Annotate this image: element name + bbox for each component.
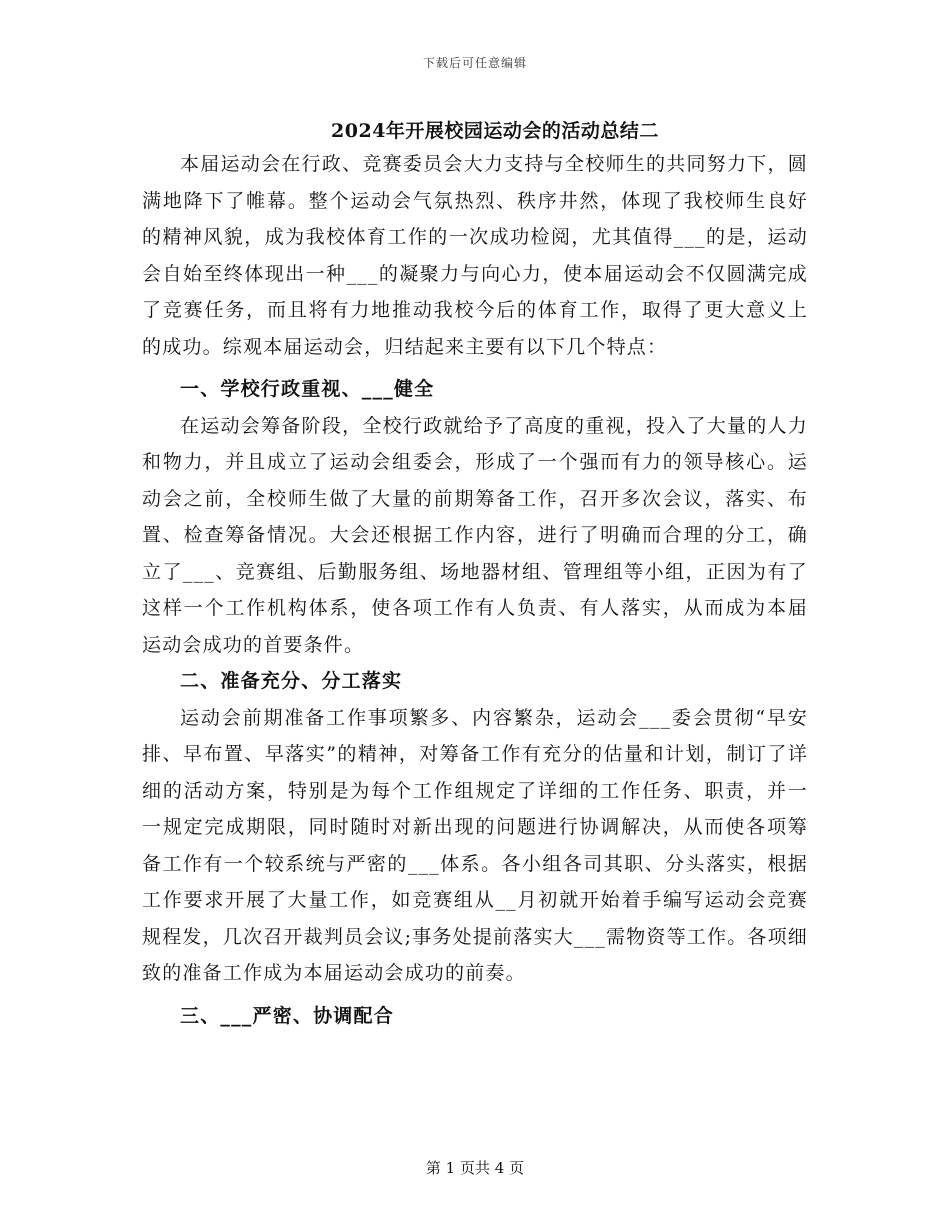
- section-heading-1: 一、学校行政重视、___健全: [180, 378, 435, 400]
- section-heading-3: 三、___严密、协调配合: [180, 1004, 394, 1027]
- section-heading-2: 二、准备充分、分工落实: [180, 670, 403, 692]
- document-title: 2024年开展校园运动会的活动总结二: [331, 120, 659, 142]
- intro-paragraph: 本届运动会在行政、竞赛委员会大力支持与全校师生的共同努力下，圆满地降下了帷幕。整个运动会气氛热烈、秩序井然，体现了我校师生良好的精神风貌，成为我校体育工作的一次成功检阅，尤其值得___的是，运动会自始至终体现出一种___的凝聚力与向心力，使本届运动会不仅圆满完成了竞赛任务，而且将有力地推动我校今后的体育工作，取得了更大意义上的成功。综观本届运动会，归结起来主要有以下几个特点：: [142, 153, 808, 358]
- document-body: [142, 146, 808, 1034]
- section-paragraph-2: 运动会前期准备工作事项繁多、内容繁杂，运动会___委会贯彻“早安排、早布置、早落实”的精神，对筹备工作有充分的估量和计划，制订了详细的活动方案，特别是为每个工作组规定了详细的工作任务、职责，并一一规定完成期限，同时随时对新出现的问题进行协调解决，从而使各项筹备工作有一个较系统与严密的___体系。各小组各司其职、分头落实，根据工作要求开展了大量工作，如竞赛组从__月初就开始着手编写运动会竞赛规程发，几次召开裁判员会议;事务处提前落实大___需物资等工作。各项细致的准备工作成为本届运动会成功的前奏。: [142, 706, 808, 984]
- page-number: 第 1 页共 4 页: [425, 1159, 525, 1177]
- section-paragraph-1: 在运动会筹备阶段，全校行政就给予了高度的重视，投入了大量的人力和物力，并且成立了运动会组委会，形成了一个强而有力的领导核心。运动会之前，全校师生做了大量的前期筹备工作，召开多次会议，落实、布置、检查筹备情况。大会还根据工作内容，进行了明确而合理的分工，确立了___、竞赛组、后勤服务组、场地器材组、管理组等小组，正因为有了这样一个工作机构体系，使各项工作有人负责、有人落实，从而成为本届运动会成功的首要条件。: [142, 414, 808, 656]
- header-note: 下载后可任意编辑: [422, 56, 527, 70]
